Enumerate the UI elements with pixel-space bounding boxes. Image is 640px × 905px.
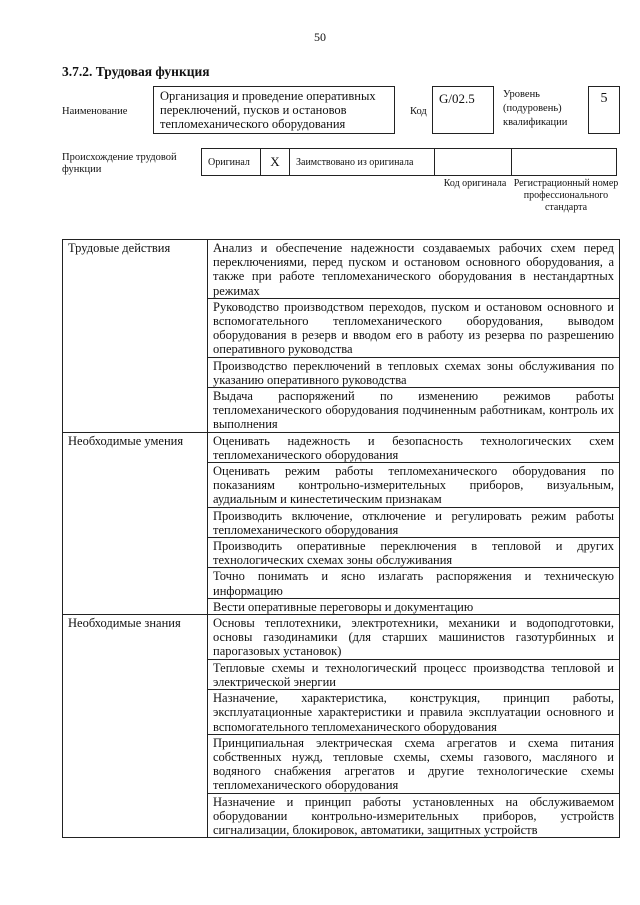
section-title-cell: Необходимые умения bbox=[63, 432, 208, 614]
function-name-value: Организация и проведение оперативных переключений, пусков и остановов тепломеханического оборудования bbox=[153, 86, 395, 134]
origin-reg-caption: Регистрационный номер профессионального стандарта bbox=[513, 178, 619, 213]
requirement-item: Производить оперативные переключения в тепловой и других технологических схемах зоны обслуживания bbox=[208, 538, 620, 568]
name-label: Наименование bbox=[62, 106, 128, 117]
requirement-item: Точно понимать и ясно излагать распоряжения и техническую информацию bbox=[208, 568, 620, 598]
origin-row bbox=[202, 148, 617, 176]
origin-borrowed-label: Заимствовано из оригинала bbox=[289, 148, 435, 176]
requirement-item: Принципиальная электрическая схема агрегатов и схема питания собственных нужд, тепловые схемы, схемы газового, масляного и водяного снабжения агрегатов и другие технологические схемы тепломеханического оборудования bbox=[208, 734, 620, 793]
requirement-item: Производить включение, отключение и регулировать режим работы тепломеханического оборудования bbox=[208, 507, 620, 537]
origin-label: Происхождение трудовой функции bbox=[62, 152, 177, 175]
requirement-item: Тепловые схемы и технологический процесс производства тепловой и электрической энергии bbox=[208, 659, 620, 689]
requirement-item: Назначение и принцип работы установленных на обслуживаемом оборудовании контрольно-измерительных приборов, устройств сигнализации, блокировок, автоматики, защитных устройств bbox=[208, 793, 620, 838]
requirement-item: Основы теплотехники, электротехники, механики и водоподготовки, основы газодинамики (для старших машинистов газотурбинных и парогазовых установок) bbox=[208, 615, 620, 660]
origin-original-mark: X bbox=[260, 148, 290, 176]
requirement-item: Производство переключений в тепловых схемах зоны обслуживания по указанию оперативного руководства bbox=[208, 357, 620, 387]
origin-reg-cell bbox=[511, 148, 617, 176]
requirement-item: Оценивать режим работы тепломеханического оборудования по показаниям контрольно-измерительных приборов, визуальным, аудиальным и кинестетическим признакам bbox=[208, 463, 620, 508]
table-row bbox=[63, 432, 620, 462]
origin-code-cell bbox=[434, 148, 512, 176]
level-label: Уровень (подуровень) квалификации bbox=[503, 89, 568, 128]
function-table bbox=[62, 239, 620, 838]
requirement-item: Анализ и обеспечение надежности создаваемых рабочих схем перед переключениями, перед пуском и остановом основного оборудования, а также при работе тепломеханического оборудования в нестандартных режимах bbox=[208, 240, 620, 299]
requirement-item: Выдача распоряжений по изменению режимов работы тепломеханического оборудования подчиненным работникам, контроль их выполнения bbox=[208, 388, 620, 433]
requirement-item: Вести оперативные переговоры и документацию bbox=[208, 598, 620, 614]
page-number: 50 bbox=[314, 30, 326, 44]
section-title-cell: Трудовые действия bbox=[63, 240, 208, 433]
section-title: 3.7.2. Трудовая функция bbox=[62, 64, 210, 79]
origin-original-label: Оригинал bbox=[201, 148, 261, 176]
code-value: G/02.5 bbox=[432, 86, 494, 134]
origin-code-caption: Код оригинала bbox=[443, 178, 507, 189]
requirement-item: Оценивать надежность и безопасность технологических схем тепломеханического оборудования bbox=[208, 432, 620, 462]
section-title-cell: Необходимые знания bbox=[63, 615, 208, 838]
requirement-item: Руководство производством переходов, пуском и остановом основного и вспомогательного тепломеханического оборудования, выводом оборудования в резерв и вводом его в работу из резерва по разрешению оперативного руководства bbox=[208, 298, 620, 357]
requirement-item: Назначение, характеристика, конструкция, принцип работы, эксплуатационные характеристики и правила эксплуатации основного и вспомогательного тепломеханического оборудования bbox=[208, 690, 620, 735]
table-row bbox=[63, 615, 620, 660]
level-value: 5 bbox=[588, 86, 620, 134]
table-row bbox=[63, 240, 620, 299]
code-label: Код bbox=[410, 106, 427, 117]
